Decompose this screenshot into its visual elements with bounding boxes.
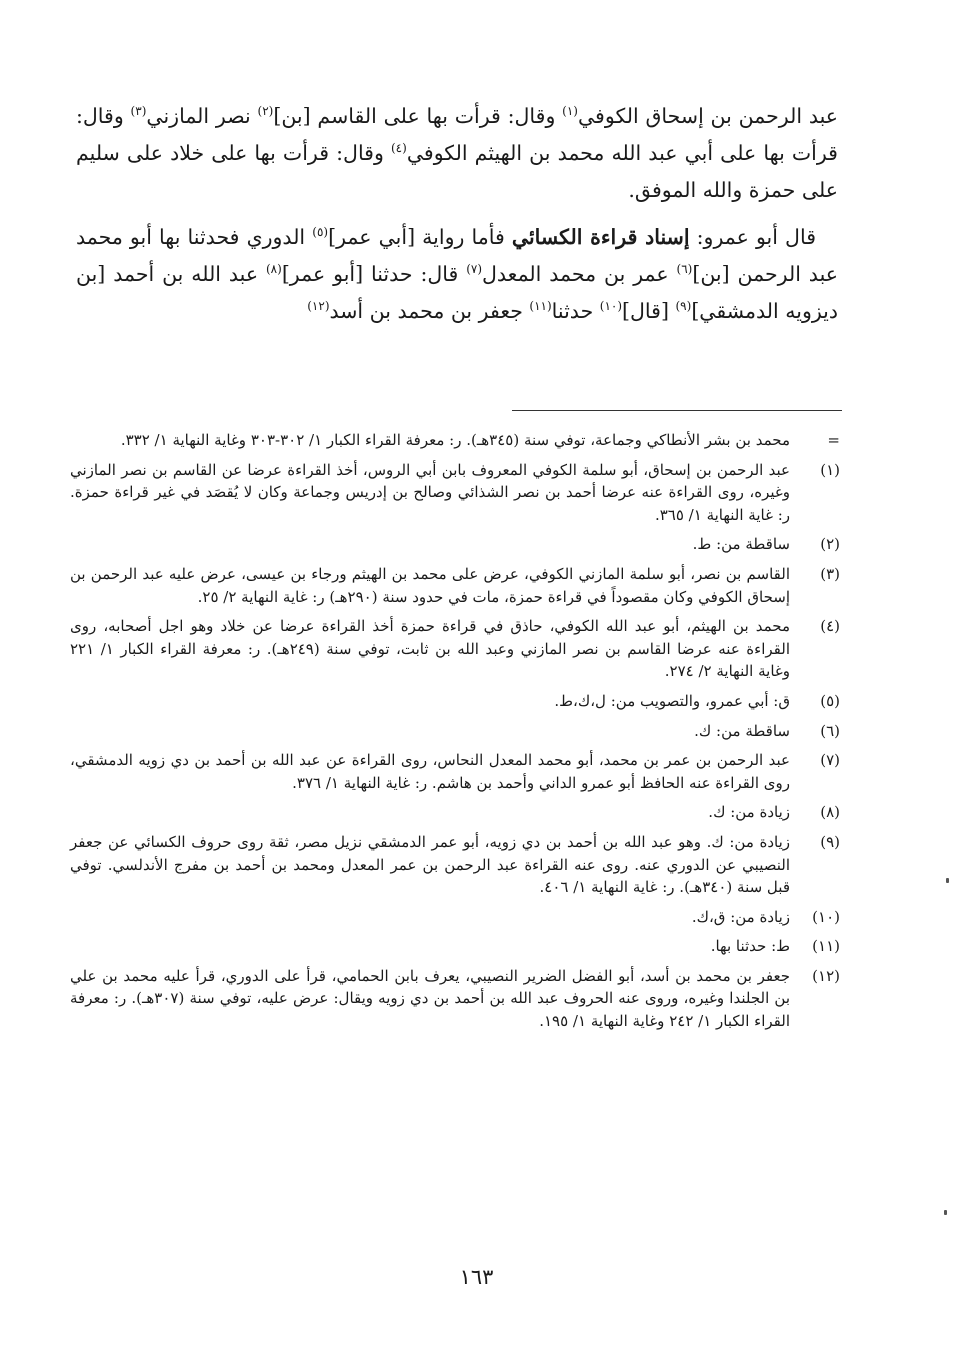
footnote-ref: (١١) bbox=[529, 299, 552, 314]
text-run: فأما رواية [أبي عمر] bbox=[328, 225, 512, 249]
text-run: حدثنا bbox=[551, 299, 600, 323]
footnote-number: (١١) bbox=[812, 937, 840, 956]
footnote-ref: (٥) bbox=[312, 225, 329, 240]
text-run: عبد الله بن أحمد [بن ديزويه الدمشقي] bbox=[76, 262, 838, 323]
footnote-item bbox=[70, 459, 840, 527]
footnote-item bbox=[70, 533, 840, 556]
footnote-item bbox=[70, 801, 840, 824]
footnote-item bbox=[70, 720, 840, 743]
footnote-text: زيادة من: ك. bbox=[708, 803, 790, 822]
footnote-text: ساقطة من: ط. bbox=[692, 535, 790, 554]
footnote-number: (٥) bbox=[820, 691, 840, 710]
text-run: عبد الرحمن بن إسحاق الكوفي bbox=[577, 104, 839, 128]
footnote-text: ط: حدثنا بها. bbox=[710, 937, 790, 956]
footnote-text: عبد الرحمن بن إسحاق، أبو سلمة الكوفي المعروف بابن أبي الروس، أخذ القراءة عرضا عن القاسم بن نصر المازني وغيره، روى القراءة عنه عرضا أحمد بن نصر الشذائي وصالح بن إدريس وجماعة وكان لا يُقصَد في غير قراءة حمزة. ر: غاية النهاية ١/ ٣٦٥. bbox=[70, 460, 790, 524]
footnote-text: ساقطة من: ك. bbox=[694, 721, 790, 740]
scan-speck bbox=[944, 1210, 947, 1215]
section-heading: إسناد قراءة الكسائي bbox=[511, 225, 690, 249]
footnote-ref: (٩) bbox=[675, 299, 692, 314]
footnote-text: محمد بن الهيثم، أبو عبد الله الكوفي، حاذق في قراءة حمزة أخذ القراءة عرضا عن خلاد وهو اجل أصحابه، روى القراءة عنه عرضا القاسم بن نصر المازني وعبد الله بن ثابت، توفي سنة (٢٤٩هـ). ر: معرفة القراء الكبار ١/ ٢٢١ وغاية النهاية ٢/ ٢٧٤. bbox=[70, 617, 790, 681]
footnote-item bbox=[70, 749, 840, 794]
footnote-item bbox=[70, 831, 840, 899]
footnote-ref: (١٢) bbox=[307, 299, 330, 314]
text-run: وقال: قرأت بها على خلاد على سليم على حمزة والله الموفق. bbox=[76, 141, 838, 202]
footnote-item bbox=[70, 965, 840, 1033]
footnote-ref: (٤) bbox=[390, 141, 407, 156]
footnote-text: زيادة من: ق،ك. bbox=[691, 907, 790, 926]
main-paragraph-1 bbox=[76, 98, 838, 209]
footnote-number: (٨) bbox=[820, 803, 840, 822]
page-number: ١٦٣ bbox=[459, 1265, 494, 1289]
footnotes bbox=[70, 429, 840, 1040]
footnote-ref: (٨) bbox=[265, 262, 282, 277]
text-run: قال أبو عمرو: bbox=[689, 225, 816, 249]
text-run: قال: حدثنا [أبو عمر] bbox=[281, 262, 467, 286]
footnote-number: (٣) bbox=[820, 564, 840, 583]
text-run: عمر بن محمد المعدل bbox=[482, 262, 677, 286]
footnote-text: ق: أبي عمرو، والتصويب من: ل،ك،ط. bbox=[554, 691, 790, 710]
footnote-number: (١٠) bbox=[812, 907, 840, 926]
footnote-divider bbox=[512, 410, 842, 411]
footnote-text: محمد بن بشر الأنطاكي وجماعة، توفي سنة (٣٤٥هـ). ر: معرفة القراء الكبار ١/ ٣٠٢-٣٠٣ وغاية النهاية ١/ ٣٣٢. bbox=[120, 431, 790, 449]
footnote-ref: (٣) bbox=[130, 104, 147, 119]
footnote-number: (٧) bbox=[820, 751, 840, 770]
main-paragraph-2 bbox=[76, 219, 838, 330]
footnote-item bbox=[70, 935, 840, 958]
text-run: [قال] bbox=[622, 299, 676, 323]
footnote-number: (٩) bbox=[820, 832, 840, 851]
footnote-item bbox=[70, 429, 840, 452]
text-run: نصر المازني bbox=[146, 104, 258, 128]
footnote-ref: (٧) bbox=[466, 262, 483, 277]
footnote-text: جعفر بن محمد بن أسد، أبو الفضل الضرير النصيبي، يعرف بابن الحمامي، قرأ على الدوري، قرأ عليه محمد بن علي بن الجلندا وغيره، وروى عنه الحروف عبد الله بن أحمد بن دي زويه ويقال: عرض عليه، توفي سنة (٣٠٧هـ). ر: معرفة القراء الكبار ١/ ٢٤٢ وغاية النهاية ١/ ١٩٥. bbox=[70, 966, 790, 1031]
text-run: وقال: قرأت بها على أبي عبد الله محمد بن الهيثم الكوفي bbox=[76, 104, 838, 165]
text-run: جعفر بن محمد بن أسد bbox=[329, 299, 530, 323]
scan-speck bbox=[946, 878, 949, 883]
footnote-text: القاسم بن نصر، أبو سلمة المازني الكوفي، عرض على محمد بن الهيثم ورجاء بن عيسى، عرض عليه عبد الرحمن بن إسحاق الكوفي وكان مقصوداً في قراءة حمزة، مات في حدود سنة (٢٩٠هـ) ر: غاية النهاية ٢/ ٢٥. bbox=[70, 564, 790, 606]
footnote-number: (١) bbox=[820, 460, 840, 479]
footnote-text: عبد الرحمن بن عمر بن محمد، أبو محمد المعدل النحاس، روى القراءة عن عبد الله بن أحمد بن دي زويه الدمشقي، روى القراءة عنه الحافظ أبو عمرو الداني وأحمد بن هاشم. ر: غاية النهاية ١/ ٣٧٦. bbox=[70, 751, 790, 792]
text-run: وقال: قرأت بها على القاسم [بن] bbox=[273, 104, 563, 128]
footnote-number: (١٢) bbox=[812, 966, 840, 985]
footnote-ref: (٦) bbox=[676, 262, 693, 277]
footnote-ref: (١٠) bbox=[599, 299, 623, 314]
footnote-number: (٤) bbox=[820, 617, 840, 636]
footnote-text: زيادة من: ك. وهو عبد الله بن أحمد بن دي زويه، أبو عمر الدمشقي نزيل مصر، ثقة روى حروف الكسائي عن جعفر النصيبي عن الدوري عنه. روى عنه القراءة عبد الرحمن بن عمر المعدل ومحمد بن أحمد بن مفرج الأندلسي. توفي قبل سنة (٣٤٠هـ). ر: غاية النهاية ١/ ٤٠٦. bbox=[70, 832, 790, 897]
footnote-ref: (٢) bbox=[257, 104, 274, 119]
footnote-item bbox=[70, 615, 840, 683]
footnote-item bbox=[70, 563, 840, 608]
footnote-number: = bbox=[827, 431, 840, 449]
main-text bbox=[76, 98, 838, 330]
footnote-number: (٢) bbox=[820, 535, 840, 554]
footnote-item bbox=[70, 690, 840, 713]
footnote-number: (٦) bbox=[820, 721, 840, 740]
footnote-ref: (١) bbox=[562, 104, 578, 119]
text-run: الدوري فحدثنا بها أبو محمد عبد الرحمن [بن] bbox=[76, 225, 838, 286]
footnote-item bbox=[70, 906, 840, 929]
